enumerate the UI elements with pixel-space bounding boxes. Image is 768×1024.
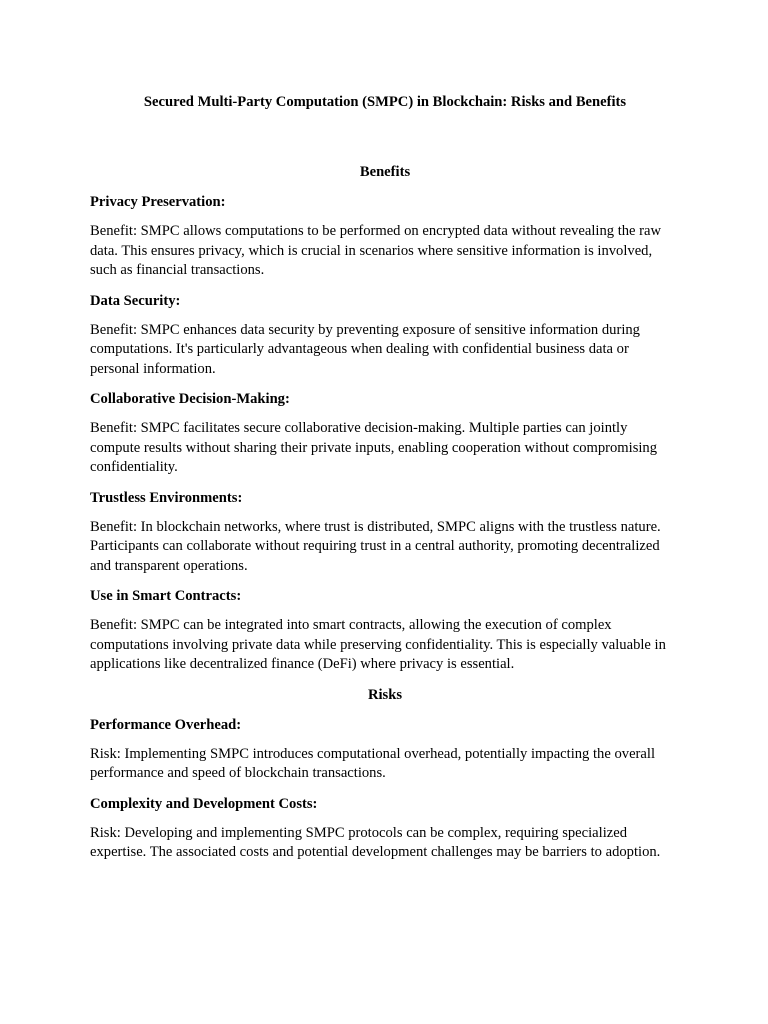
- risk-heading-complexity: Complexity and Development Costs:: [90, 795, 318, 812]
- benefits-heading: Benefits: [359, 164, 411, 180]
- risk-body-complexity: Risk: Developing and implementing SMPC protocols can be complex, requiring specialized expertise. The associated costs and potential development challenges may be barriers to adoption.: [90, 824, 661, 860]
- risk-body-performance: Risk: Implementing SMPC introduces computational overhead, potentially impacting the overall performance and speed of blockchain transactions.: [90, 745, 655, 781]
- benefit-body-trustless: Benefit: In blockchain networks, where trust is distributed, SMPC aligns with the trustless nature. Participants can collaborate without requiring trust in a central authority, promoting decentralized and transparent operations.: [90, 518, 661, 574]
- benefit-body-privacy: Benefit: SMPC allows computations to be performed on encrypted data without revealing the raw data. This ensures privacy, which is crucial in scenarios where sensitive information is involved, such as financial transactions.: [90, 223, 662, 278]
- benefit-body-smart-contracts: Benefit: SMPC can be integrated into smart contracts, allowing the execution of complex computations involving private data while preserving confidentiality. This is especially valuable in applications like decentralized finance (DeFi) where privacy is essential.: [90, 617, 666, 672]
- document-page: [90, 92, 680, 863]
- document-title: Secured Multi-Party Computation (SMPC) in Blockchain: Risks and Benefits: [143, 94, 627, 110]
- benefit-heading-collaborative: Collaborative Decision-Making:: [90, 391, 290, 407]
- benefit-body-data-security: Benefit: SMPC enhances data security by preventing exposure of sensitive information during computations. It's particularly advantageous when dealing with confidential business data or personal information.: [90, 321, 640, 377]
- benefit-heading-privacy: Privacy Preservation:: [90, 194, 226, 210]
- benefit-body-collaborative: Benefit: SMPC facilitates secure collaborative decision-making. Multiple parties can jointly compute results without sharing their private inputs, enabling cooperation without compromising confidentiality.: [90, 420, 658, 475]
- risks-heading: Risks: [367, 686, 403, 703]
- benefit-heading-smart-contracts: Use in Smart Contracts:: [90, 588, 242, 604]
- benefit-heading-trustless: Trustless Environments:: [90, 489, 243, 506]
- risk-heading-performance: Performance Overhead:: [90, 716, 242, 733]
- benefit-heading-data-security: Data Security:: [90, 292, 181, 309]
